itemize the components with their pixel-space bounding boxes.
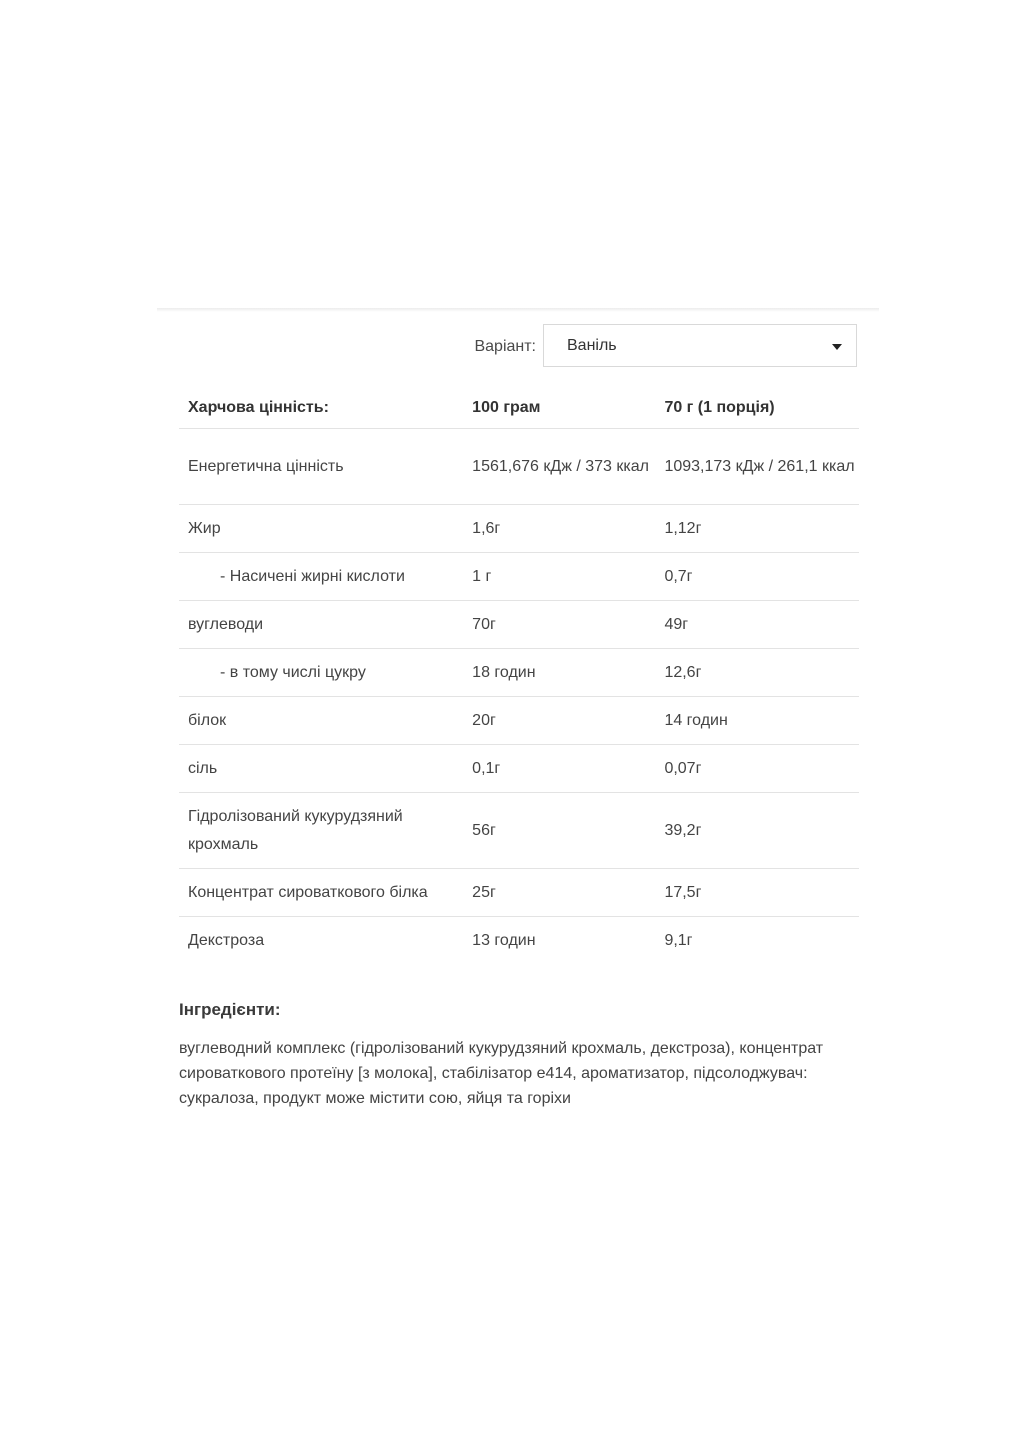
- row-per-serving: 49г: [655, 601, 859, 649]
- row-per-100g: 13 годин: [472, 931, 536, 949]
- row-per-100g: 1 г: [463, 553, 655, 601]
- variant-selected-value: Ваніль: [567, 337, 617, 354]
- row-per-100g: 1561,676 кДж / 373 ккал: [463, 429, 655, 505]
- row-name: - в тому числі цукру: [179, 649, 463, 697]
- table-row: [179, 793, 859, 869]
- row-per-serving: 12,6г: [655, 649, 859, 697]
- table-row: [179, 745, 859, 793]
- row-per-100g: 0,1г: [463, 745, 655, 793]
- row-name: - Насичені жирні кислоти: [179, 553, 463, 601]
- header-per-serving: 70 г (1 порція): [655, 388, 859, 429]
- row-name: вуглеводи: [179, 601, 463, 649]
- row-per-100g: 70г: [463, 601, 655, 649]
- row-per-100g: 25г: [463, 869, 655, 917]
- row-per-serving: 1,12г: [655, 505, 859, 553]
- nutrition-table: [179, 388, 859, 965]
- table-row: [179, 869, 859, 917]
- row-per-serving: 0,07г: [655, 745, 859, 793]
- row-name: Жир: [179, 505, 463, 553]
- table-row: [179, 649, 859, 697]
- table-row: [179, 505, 859, 553]
- table-row: [179, 429, 859, 505]
- header-per-100g: 100 грам: [463, 388, 655, 429]
- row-name: білок: [179, 697, 463, 745]
- header-nutrition-value: Харчова цінність:: [179, 388, 463, 429]
- row-name: Енергетична цінність: [179, 429, 463, 505]
- panel-divider: [157, 308, 879, 312]
- row-per-serving: 9,1г: [664, 931, 693, 949]
- nutrition-header-row: [179, 388, 859, 429]
- row-name: Декстроза: [188, 931, 265, 949]
- variant-label: Варіант:: [474, 338, 536, 355]
- variant-row: [157, 324, 859, 369]
- row-per-serving: 39,2г: [655, 793, 859, 869]
- row-per-serving: 14 годин: [655, 697, 859, 745]
- chevron-down-icon[interactable]: [832, 344, 842, 350]
- row-name: Концентрат сироваткового білка: [179, 869, 463, 917]
- row-per-serving: 0,7г: [655, 553, 859, 601]
- nutrition-panel: [157, 308, 879, 1138]
- row-per-100g: 20г: [463, 697, 655, 745]
- variant-select[interactable]: [543, 324, 857, 367]
- ingredients-title: Інгредієнти:: [179, 1000, 281, 1019]
- ingredients-text: вуглеводний комплекс (гідролізований кукурудзяний крохмаль, декстроза), концентрат сироваткового протеїну [з молока], стабілізатор е414, ароматизатор, підсолоджувач: сукралоза, продукт може містити сою, яйця та горіхи: [179, 1040, 824, 1107]
- row-per-serving: 1093,173 кДж / 261,1 ккал: [655, 429, 859, 505]
- table-row: [179, 917, 859, 965]
- row-name: Гідролізований кукурудзяний крохмаль: [179, 793, 463, 869]
- table-row: [179, 553, 859, 601]
- row-per-serving: 17,5г: [655, 869, 859, 917]
- row-per-100g: 1,6г: [463, 505, 655, 553]
- table-row: [179, 601, 859, 649]
- row-per-100g: 56г: [463, 793, 655, 869]
- row-per-100g: 18 годин: [463, 649, 655, 697]
- row-name: сіль: [179, 745, 463, 793]
- table-row: [179, 697, 859, 745]
